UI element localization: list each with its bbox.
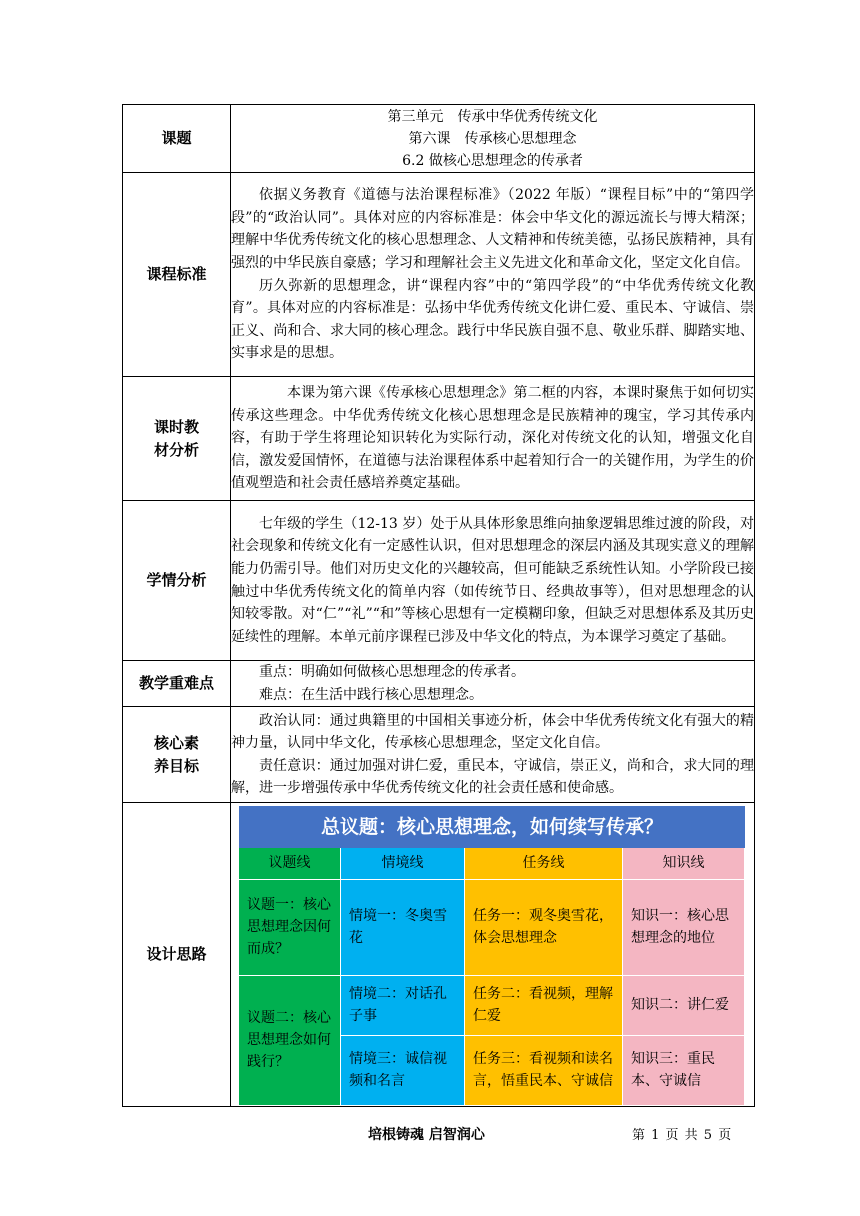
topic-1: 议题一：核心思想理念因何而成？ (239, 880, 341, 976)
design-content (231, 803, 755, 1107)
material-paragraph: 本课为第六课《传承核心思想理念》第二框的内容，本课时聚焦于如何切实传承这些理念。中华优秀传统文化核心思想理念是民族精神的瑰宝，学习其传承内容，有助于学生将理论知识转化为实际行动，深化对传统文化的认知，增强文化自信，激发爱国情怀，在道德与法治课程体系中起着知行合一的关键作用，为学生的价值观塑造和社会责任感培养奠定基础。 (231, 385, 754, 492)
task-3: 任务三：看视频和读名言，悟重民本、守诚信 (465, 1036, 623, 1106)
topic-2: 议题二：核心思想理念如何践行？ (239, 976, 341, 1106)
header-task-line: 任务线 (465, 848, 623, 880)
literacy-label-line2: 养目标 (153, 756, 199, 775)
task-2: 任务二：看视频，理解仁爱 (465, 976, 623, 1036)
design-diagram (239, 804, 745, 1106)
material-label-line1: 课时教 (153, 417, 199, 436)
situation-2: 情境二：对话孔子事 (341, 976, 465, 1036)
standard-paragraph-2: 历久弥新的思想理念，讲“课程内容”中的“第四学段”的“中华优秀传统文化教育”。具体对应的内容标准是：弘扬中华优秀传统文化讲仁爱、重民本、守诚信、崇正义、尚和合、求大同的核心理念。践行中华民族自强不息、敬业乐群、脚踏实地、实事求是的思想。 (231, 277, 754, 362)
standard-label: 课程标准 (123, 173, 231, 377)
design-main-topic: 总议题：核心思想理念，如何续写传承？ (239, 806, 745, 848)
section-title: 6.2 做核心思想理念的传承者 (402, 152, 583, 169)
header-knowledge-line: 知识线 (623, 848, 745, 880)
material-label-line2: 材分析 (153, 440, 199, 459)
material-label (123, 377, 231, 501)
standard-paragraph-1: 依据义务教育《道德与法治课程标准》（2022 年版）“课程目标”中的“第四学段”的“政治认同”。具体对应的内容标准是：体会中华文化的源远流长与博大精深；理解中华优秀传统文化的核心思想理念、人文精神和传统美德，弘扬民族精神，具有强烈的中华民族自豪感；学习和理解社会主义先进文化和革命文化，坚定文化自信。 (231, 187, 754, 271)
keypoint-difficulty: 难点：在生活中践行核心思想理念。 (259, 686, 483, 703)
unit-title: 第三单元 传承中华优秀传统文化 (387, 108, 598, 125)
header-situation-line: 情境线 (341, 848, 465, 880)
literacy-paragraph-1: 政治认同：通过典籍里的中国相关事迹分析，体会中华优秀传统文化有强大的精神力量，认同中华文化，传承核心思想理念，坚定文化自信。 (231, 712, 754, 752)
literacy-content (231, 707, 755, 803)
footer-motto: 培根铸魂 启智润心 (368, 1127, 485, 1143)
knowledge-1: 知识一：核心思想理念的地位 (623, 880, 745, 976)
standard-content (231, 173, 755, 377)
literacy-paragraph-2: 责任意识：通过加强对讲仁爱，重民本，守诚信，崇正义，尚和合，求大同的理解，进一步增强传承中华优秀传统文化的社会责任感和使命感。 (231, 757, 754, 797)
students-label: 学情分析 (123, 501, 231, 661)
design-label: 设计思路 (123, 803, 231, 1107)
literacy-label-line1: 核心素 (153, 733, 199, 752)
literacy-label (123, 707, 231, 803)
task-1: 任务一：观冬奥雪花，体会思想理念 (465, 880, 623, 976)
keypoints-content (231, 661, 755, 707)
topic-label: 课题 (123, 105, 231, 173)
lesson-plan-table (122, 104, 755, 1107)
students-paragraph: 七年级的学生（12-13 岁）处于从具体形象思维向抽象逻辑思维过渡的阶段，对社会现象和传统文化有一定感性认识，但对思想理念的深层内涵及其现实意义的理解能力仍需引导。他们对历史文化的兴趣较高，但可能缺乏系统性认知。小学阶段已接触过中华优秀传统文化的简单内容（如传统节日、经典故事等），但对思想理念的认知较零散。对“仁”“礼”“和”等核心思想有一定模糊印象，但缺乏对思想体系及其历史延续性的理解。本单元前序课程已涉及中华文化的特点，为本课学习奠定了基础。 (231, 515, 754, 645)
page-number: 第 1 页 共 5 页 (632, 1128, 733, 1143)
material-content (231, 377, 755, 501)
lesson-title: 第六课 传承核心思想理念 (408, 130, 577, 147)
knowledge-3: 知识三：重民本、守诚信 (623, 1036, 745, 1106)
topic-content (231, 105, 755, 173)
situation-1: 情境一：冬奥雪花 (341, 880, 465, 976)
knowledge-2: 知识二：讲仁爱 (623, 976, 745, 1036)
students-content (231, 501, 755, 661)
header-topic-line: 议题线 (239, 848, 341, 880)
situation-3: 情境三：诚信视频和名言 (341, 1036, 465, 1106)
keypoints-label: 教学重难点 (123, 661, 231, 707)
keypoint-focus: 重点：明确如何做核心思想理念的传承者。 (259, 664, 525, 680)
